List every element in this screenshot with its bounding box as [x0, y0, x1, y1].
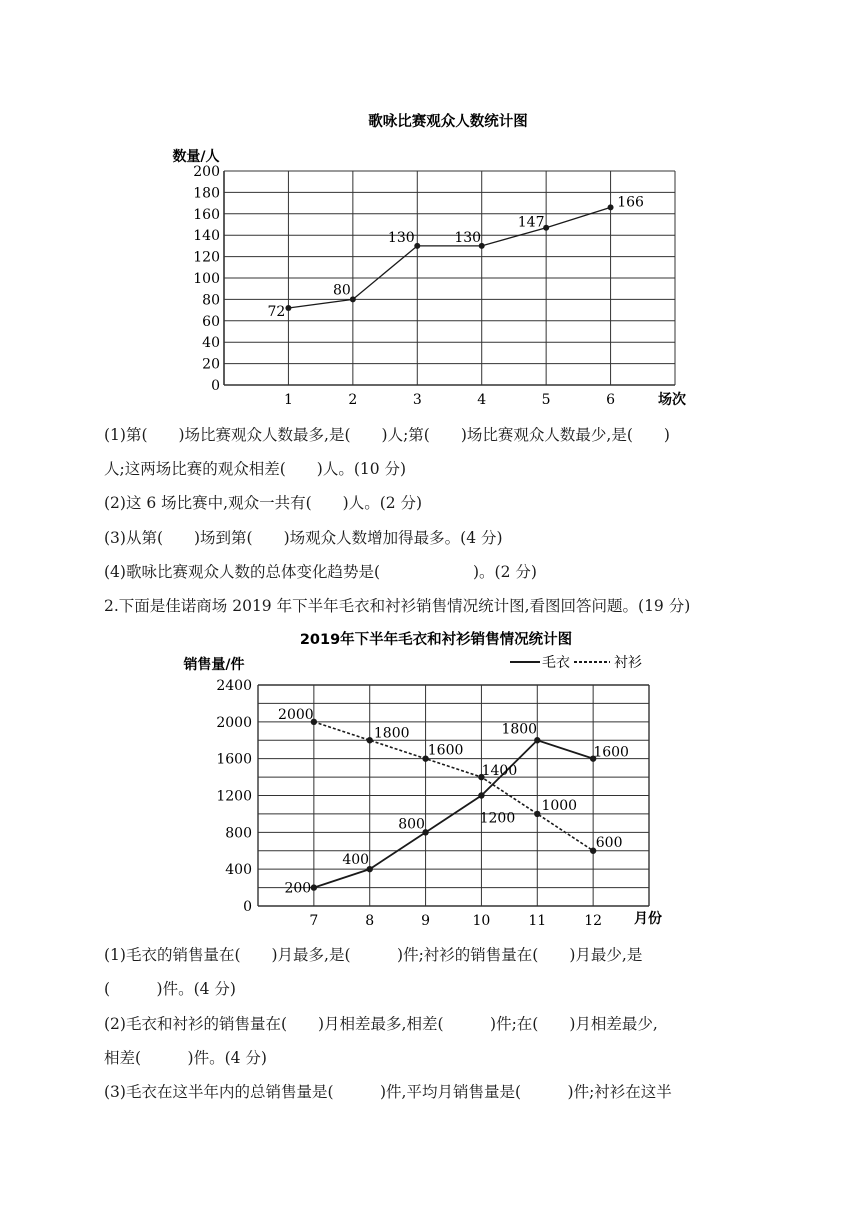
question-1-3: (3)从第( )场到第( )场观众人数增加得最多。(4 分) — [104, 529, 503, 547]
x-tick-label: 11 — [528, 913, 547, 929]
y-tick-label: 40 — [202, 335, 220, 352]
data-label: 1000 — [541, 797, 578, 814]
data-point — [478, 792, 484, 798]
y-axis-label: 销售量/件 — [183, 657, 245, 673]
y-tick-label: 400 — [225, 862, 252, 879]
legend — [510, 655, 642, 671]
x-tick-label: 7 — [309, 913, 319, 929]
data-point — [534, 811, 540, 817]
y-axis-label: 数量/人 — [172, 149, 220, 165]
y-tick-label: 80 — [202, 292, 220, 309]
x-tick-label: 12 — [584, 913, 603, 929]
y-ticks — [216, 678, 252, 915]
x-tick-label: 9 — [421, 913, 431, 929]
data-point — [311, 884, 317, 890]
question-1-2: (2)这 6 场比赛中,观众一共有( )人。(2 分) — [104, 494, 423, 512]
question-1-1-line-2: 人;这两场比赛的观众相差( )人。(10 分) — [104, 460, 407, 478]
data-label: 166 — [617, 194, 644, 211]
data-label: 800 — [398, 816, 425, 833]
data-point — [285, 305, 291, 311]
x-ticks — [284, 392, 615, 408]
y-tick-label: 180 — [193, 185, 220, 202]
grid — [258, 685, 649, 906]
x-tick-label: 6 — [606, 392, 616, 408]
y-tick-label: 0 — [243, 899, 252, 915]
question-2-1-line-1: (1)毛衣的销售量在( )月最多,是( )件;衬衫的销售量在( )月最少,是 — [104, 946, 643, 964]
y-tick-label: 160 — [193, 206, 220, 223]
question-2-2-line-2: 相差( )件。(4 分) — [104, 1049, 267, 1067]
data-label: 147 — [517, 214, 545, 231]
x-tick-label: 3 — [412, 392, 422, 408]
data-label: 1200 — [479, 810, 516, 827]
x-axis-label: 场次 — [658, 392, 686, 408]
y-tick-label: 1600 — [216, 751, 252, 768]
data-label: 1800 — [501, 721, 538, 738]
y-tick-label: 100 — [193, 271, 220, 287]
chart-title: 2019年下半年毛衣和衬衫销售情况统计图 — [299, 632, 573, 648]
data-label: 1600 — [427, 742, 464, 759]
y-tick-label: 140 — [193, 228, 220, 245]
data-label: 200 — [284, 880, 312, 897]
series — [278, 707, 629, 897]
data-label: 130 — [454, 229, 482, 246]
data-label: 72 — [267, 303, 286, 320]
y-tick-label: 60 — [202, 313, 220, 330]
y-tick-label: 200 — [193, 164, 220, 180]
data-label: 600 — [595, 834, 623, 851]
x-tick-label: 5 — [541, 392, 551, 408]
question-1-4: (4)歌咏比赛观众人数的总体变化趋势是( )。(2 分) — [104, 563, 537, 581]
question-2-3: (3)毛衣在这半年内的总销售量是( )件,平均月销售量是( )件;衬衫在这半 — [104, 1083, 672, 1101]
question-2-2-line-1: (2)毛衣和衬衫的销售量在( )月相差最多,相差( )件;在( )月相差最少, — [104, 1015, 658, 1033]
series-line-shirt — [314, 722, 593, 851]
data-label: 1600 — [593, 744, 629, 761]
y-tick-label: 0 — [211, 378, 220, 394]
data-point — [414, 243, 420, 249]
data-label: 400 — [342, 852, 370, 869]
sales-line-chart — [0, 620, 860, 930]
data-label: 1800 — [373, 725, 410, 742]
question-2-1-line-2: ( )件。(4 分) — [104, 980, 236, 998]
legend-label-sweater: 毛衣 — [542, 655, 570, 671]
data-point — [367, 737, 373, 743]
data-label: 130 — [387, 229, 415, 246]
series — [268, 194, 645, 320]
y-tick-label: 120 — [193, 249, 220, 266]
y-tick-label: 2000 — [216, 714, 252, 731]
x-tick-label: 10 — [472, 913, 491, 929]
data-label: 1400 — [481, 763, 518, 780]
y-tick-label: 1200 — [216, 788, 252, 805]
legend-label-shirt: 衬衫 — [614, 655, 642, 671]
y-tick-label: 800 — [225, 825, 252, 842]
question-1-1-line-1: (1)第( )场比赛观众人数最多,是( )人;第( )场比赛观众人数最少,是( ) — [104, 426, 670, 444]
x-axis-label: 月份 — [634, 911, 662, 927]
grid — [224, 171, 675, 385]
y-tick-label: 20 — [202, 356, 220, 373]
attendance-line-chart — [0, 0, 860, 420]
x-tick-label: 1 — [283, 392, 293, 408]
x-tick-label: 4 — [477, 392, 487, 408]
data-label: 2000 — [278, 706, 314, 723]
problem-2-heading: 2.下面是佳诺商场 2019 年下半年毛衣和衬衫销售情况统计图,看图回答问题。(19 分) — [104, 597, 691, 615]
y-tick-label: 2400 — [216, 678, 252, 694]
data-label: 80 — [332, 282, 351, 299]
data-point — [608, 204, 614, 210]
chart-title: 歌咏比赛观众人数统计图 — [368, 114, 528, 130]
x-tick-label: 8 — [365, 913, 375, 929]
x-tick-label: 2 — [348, 392, 358, 408]
data-point — [534, 737, 540, 743]
y-ticks — [193, 164, 220, 394]
x-ticks — [309, 913, 602, 929]
